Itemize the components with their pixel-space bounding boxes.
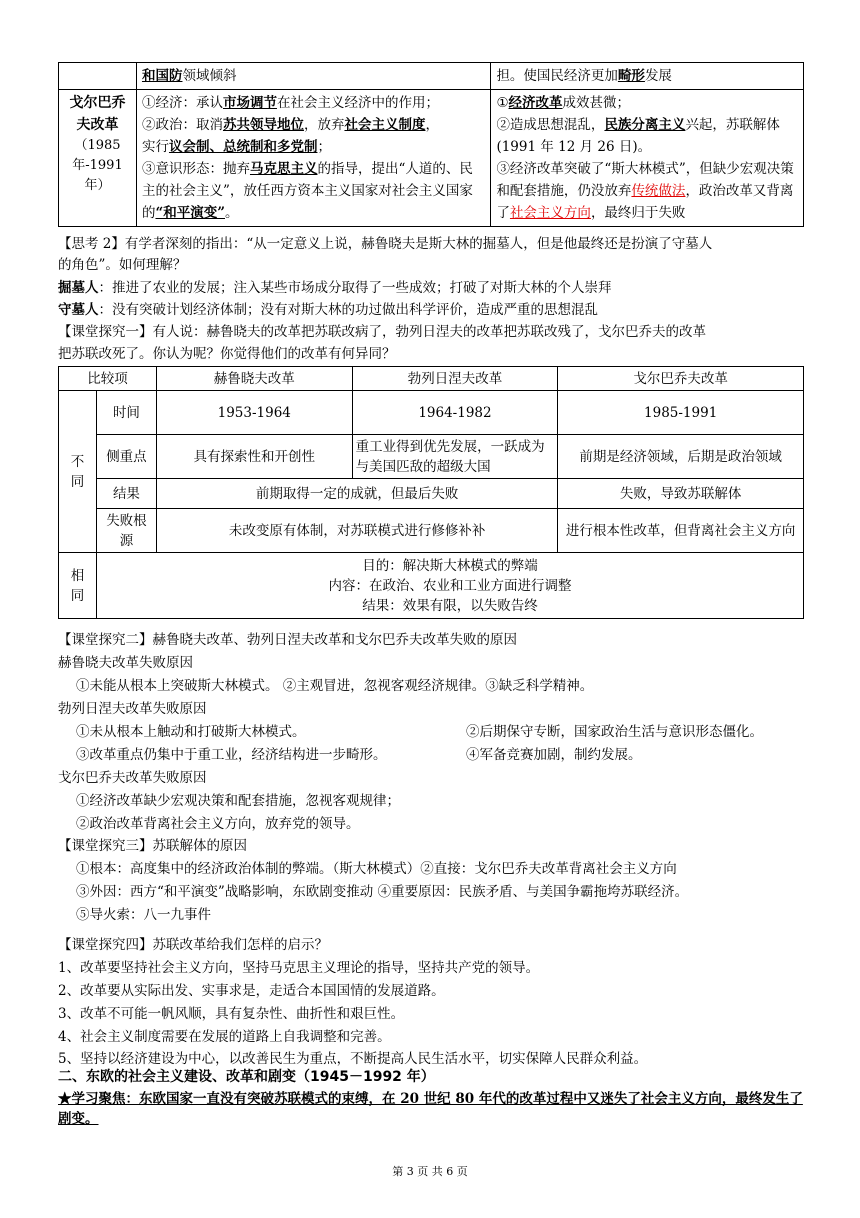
answer-text: ：推进了农业的发展；注入某些市场成分取得了一些成效；打破了对斯大林的个人崇拜 [98, 280, 612, 296]
results-cell [491, 90, 804, 227]
collapse-reason: ⑤导火索：八一九事件 [76, 907, 211, 923]
lesson-item: 4、社会主义制度需要在发展的道路上自我调整和完善。 [58, 1029, 391, 1045]
key-term: 民族分离主义 [604, 117, 686, 133]
gorbachev-reason: ①经济改革缺少宏观决策和配套措施，忽视客观规律； [76, 793, 400, 809]
explore1-question-line1: 【课堂探究一】有人说：赫鲁晓夫的改革把苏联改病了，勃列日涅夫的改革把苏联改残了，戈尔巴乔夫的改革 [58, 324, 706, 340]
brezhnev-reason: ①未从根本上触动和打破斯大林模式。 [76, 724, 306, 740]
cell-text: 。 [225, 205, 239, 221]
table-cell [491, 63, 804, 90]
table-cell: 1953-1964 [156, 391, 352, 435]
explore3-title: 【课堂探究三】苏联解体的原因 [58, 838, 247, 854]
table-row [59, 391, 804, 435]
header-cell: 赫鲁晓夫改革 [156, 367, 352, 391]
table-cell: 具有探索性和开创性 [156, 435, 352, 479]
think2-question-line1: 【思考 2】有学者深刻的指出：“从一定意义上说，赫鲁晓夫是斯大林的掘墓人，但是他最终还是扮演了守墓人 [58, 236, 713, 252]
cell-text: ① [496, 95, 509, 111]
think2-question-line2: 的角色”。如何理解？ [58, 257, 187, 273]
cell-text: 实行 [141, 139, 169, 155]
lesson-item: 1、改革要坚持社会主义方向，坚持马克思主义理论的指导，坚持共产党的领导。 [58, 960, 540, 976]
key-term-red: 社会主义方向 [509, 205, 591, 221]
table-row [59, 63, 804, 90]
same-content-cell [96, 553, 803, 619]
brezhnev-reason: ②后期保守专断，国家政治生活与意识形态僵化。 [466, 724, 763, 740]
key-term: 市场调节 [222, 95, 277, 111]
comparison-table [58, 366, 804, 619]
row-label: 失败根源 [96, 509, 156, 553]
gorbachev-title: 戈尔巴乔夫改革失败原因 [58, 770, 207, 786]
lesson-item: 2、改革要从实际出发、实事求是，走适合本国国情的发展道路。 [58, 983, 445, 999]
same-label-cell [59, 553, 97, 619]
cell-text: ，最终归于失败 [590, 205, 686, 221]
answer-label: 守墓人 [58, 302, 99, 318]
cell-text: 发展 [644, 68, 672, 84]
section-heading: 二、东欧的社会主义建设、改革和剧变（1945－1992 年） [58, 1069, 435, 1085]
table-cell: 前期是经济领域，后期是政治领域 [558, 435, 804, 479]
cell-text: 担。使国民经济更加 [496, 68, 618, 84]
learning-focus: ★学习聚焦：东欧国家一直没有突破苏联模式的束缚，在 20 世纪 80 年代的改革过程中又迷失了社会主义方向，最终发生了剧变。 [58, 1091, 803, 1127]
cell-text: ③经济改革突破了“斯大林模式”，但缺少宏观决策和配套措施，仍没放弃 [496, 161, 794, 199]
khrushchev-title: 赫鲁晓夫改革失败原因 [58, 655, 193, 671]
cell-text: 领域倾斜 [182, 68, 237, 84]
reform-period: （1985 年-1991 年） [72, 138, 123, 193]
explore1-question-line2: 把苏联改死了。你认为呢？你觉得他们的改革有何异同？ [58, 346, 396, 362]
explore2-title: 【课堂探究二】赫鲁晓夫改革、勃列日涅夫改革和戈尔巴乔夫改革失败的原因 [58, 632, 517, 648]
think2-answer1 [58, 278, 612, 298]
table-cell: 前期取得一定的成就，但最后失败 [156, 479, 557, 509]
same-item: 目的：解决斯大林模式的弊端 [362, 557, 538, 574]
table-cell [59, 63, 137, 90]
key-term: 和国防 [141, 68, 183, 84]
table-row [59, 553, 804, 619]
key-term-red: 传统做法 [631, 183, 686, 199]
table-row [59, 479, 804, 509]
cell-text: ， [425, 117, 439, 133]
lesson-item: 5、坚持以经济建设为中心，以改善民生为重点，不断提高人民生活水平，切实保障人民群众利益。 [58, 1051, 648, 1067]
table-cell: 1985-1991 [558, 391, 804, 435]
reform-name-cell [59, 90, 137, 227]
table-cell: 未改变原有体制，对苏联模式进行修修补补 [156, 509, 557, 553]
key-term: “和平演变” [155, 205, 225, 221]
reform-table-continued [58, 62, 804, 227]
page-footer: 第 3 页 共 6 页 [392, 1165, 468, 1178]
cell-text: ； [317, 139, 331, 155]
cell-text: ②政治：取消 [141, 117, 223, 133]
header-cell: 戈尔巴乔夫改革 [558, 367, 804, 391]
table-cell: 重工业得到优先发展，一跃成为与美国匹敌的超级大国 [352, 435, 558, 479]
cell-text: ③意识形态：抛弃 [141, 161, 250, 177]
table-header-row [59, 367, 804, 391]
cell-text: ，放弃 [303, 117, 345, 133]
khrushchev-reasons: ①未能从根本上突破斯大林模式。 ②主观冒进，忽视客观经济规律。③缺乏科学精神。 [76, 678, 594, 694]
cell-text: ，政治改革又背离了 [496, 183, 794, 221]
table-cell: 进行根本性改革，但背离社会主义方向 [558, 509, 804, 553]
table-cell [136, 63, 490, 90]
key-term: 畸形 [617, 68, 645, 84]
brezhnev-title: 勃列日涅夫改革失败原因 [58, 701, 207, 717]
brezhnev-reason: ④军备竞赛加剧，制约发展。 [466, 747, 642, 763]
think2-answer2 [58, 300, 598, 320]
row-label: 时间 [96, 391, 156, 435]
table-cell: 1964-1982 [352, 391, 558, 435]
diff-label-cell [59, 391, 97, 553]
cell-text: 在社会主义经济中的作用； [276, 95, 439, 111]
diff-label: 不同 [70, 453, 85, 490]
cell-text: ②造成思想混乱， [496, 117, 605, 133]
explore4-title: 【课堂探究四】苏联改革给我们怎样的启示？ [58, 937, 328, 953]
cell-text: 的指导，提出“人道的、民主的社会主义”，放任西方资本主义国家对社会主义国家的 [141, 161, 473, 221]
key-term: 苏共领导地位 [222, 117, 304, 133]
table-cell: 失败，导致苏联解体 [558, 479, 804, 509]
same-item: 结果：效果有限，以失败告终 [362, 597, 538, 614]
table-row [59, 509, 804, 553]
lesson-item: 3、改革不可能一帆风顺，具有复杂性、曲折性和艰巨性。 [58, 1006, 405, 1022]
key-term: 议会制、总统制和多党制 [168, 139, 318, 155]
collapse-reason: ③外因：西方“和平演变”战略影响，东欧剧变推动 ④重要原因：民族矛盾、与美国争霸拖垮苏联经济。 [76, 884, 689, 900]
brezhnev-reason: ③改革重点仍集中于重工业，经济结构进一步畸形。 [76, 747, 387, 763]
same-item: 内容：在政治、农业和工业方面进行调整 [328, 577, 572, 594]
cell-text: 兴起，苏联解体(1991 年 12 月 26 日)。 [496, 117, 780, 155]
row-label: 侧重点 [96, 435, 156, 479]
reform-name: 戈尔巴乔夫改革 [69, 95, 126, 133]
cell-text: ①经济：承认 [141, 95, 223, 111]
table-row [59, 435, 804, 479]
same-label: 相同 [70, 567, 85, 604]
table-row [59, 90, 804, 227]
answer-text: ：没有突破计划经济体制；没有对斯大林的功过做出科学评价，造成严重的思想混乱 [98, 302, 598, 318]
answer-label: 掘墓人 [58, 280, 99, 296]
key-term: 马克思主义 [249, 161, 318, 177]
cell-text: 成效甚微； [562, 95, 631, 111]
row-label: 结果 [96, 479, 156, 509]
header-cell: 比较项 [59, 367, 157, 391]
gorbachev-reason: ②政治改革背离社会主义方向，放弃党的领导。 [76, 816, 360, 832]
header-cell: 勃列日涅夫改革 [352, 367, 558, 391]
key-term: 经济改革 [508, 95, 563, 111]
collapse-reason: ①根本：高度集中的经济政治体制的弊端。（斯大林模式）②直接：戈尔巴乔夫改革背离社会主义方向 [76, 861, 677, 877]
key-term: 社会主义制度 [344, 117, 426, 133]
measures-cell [136, 90, 490, 227]
